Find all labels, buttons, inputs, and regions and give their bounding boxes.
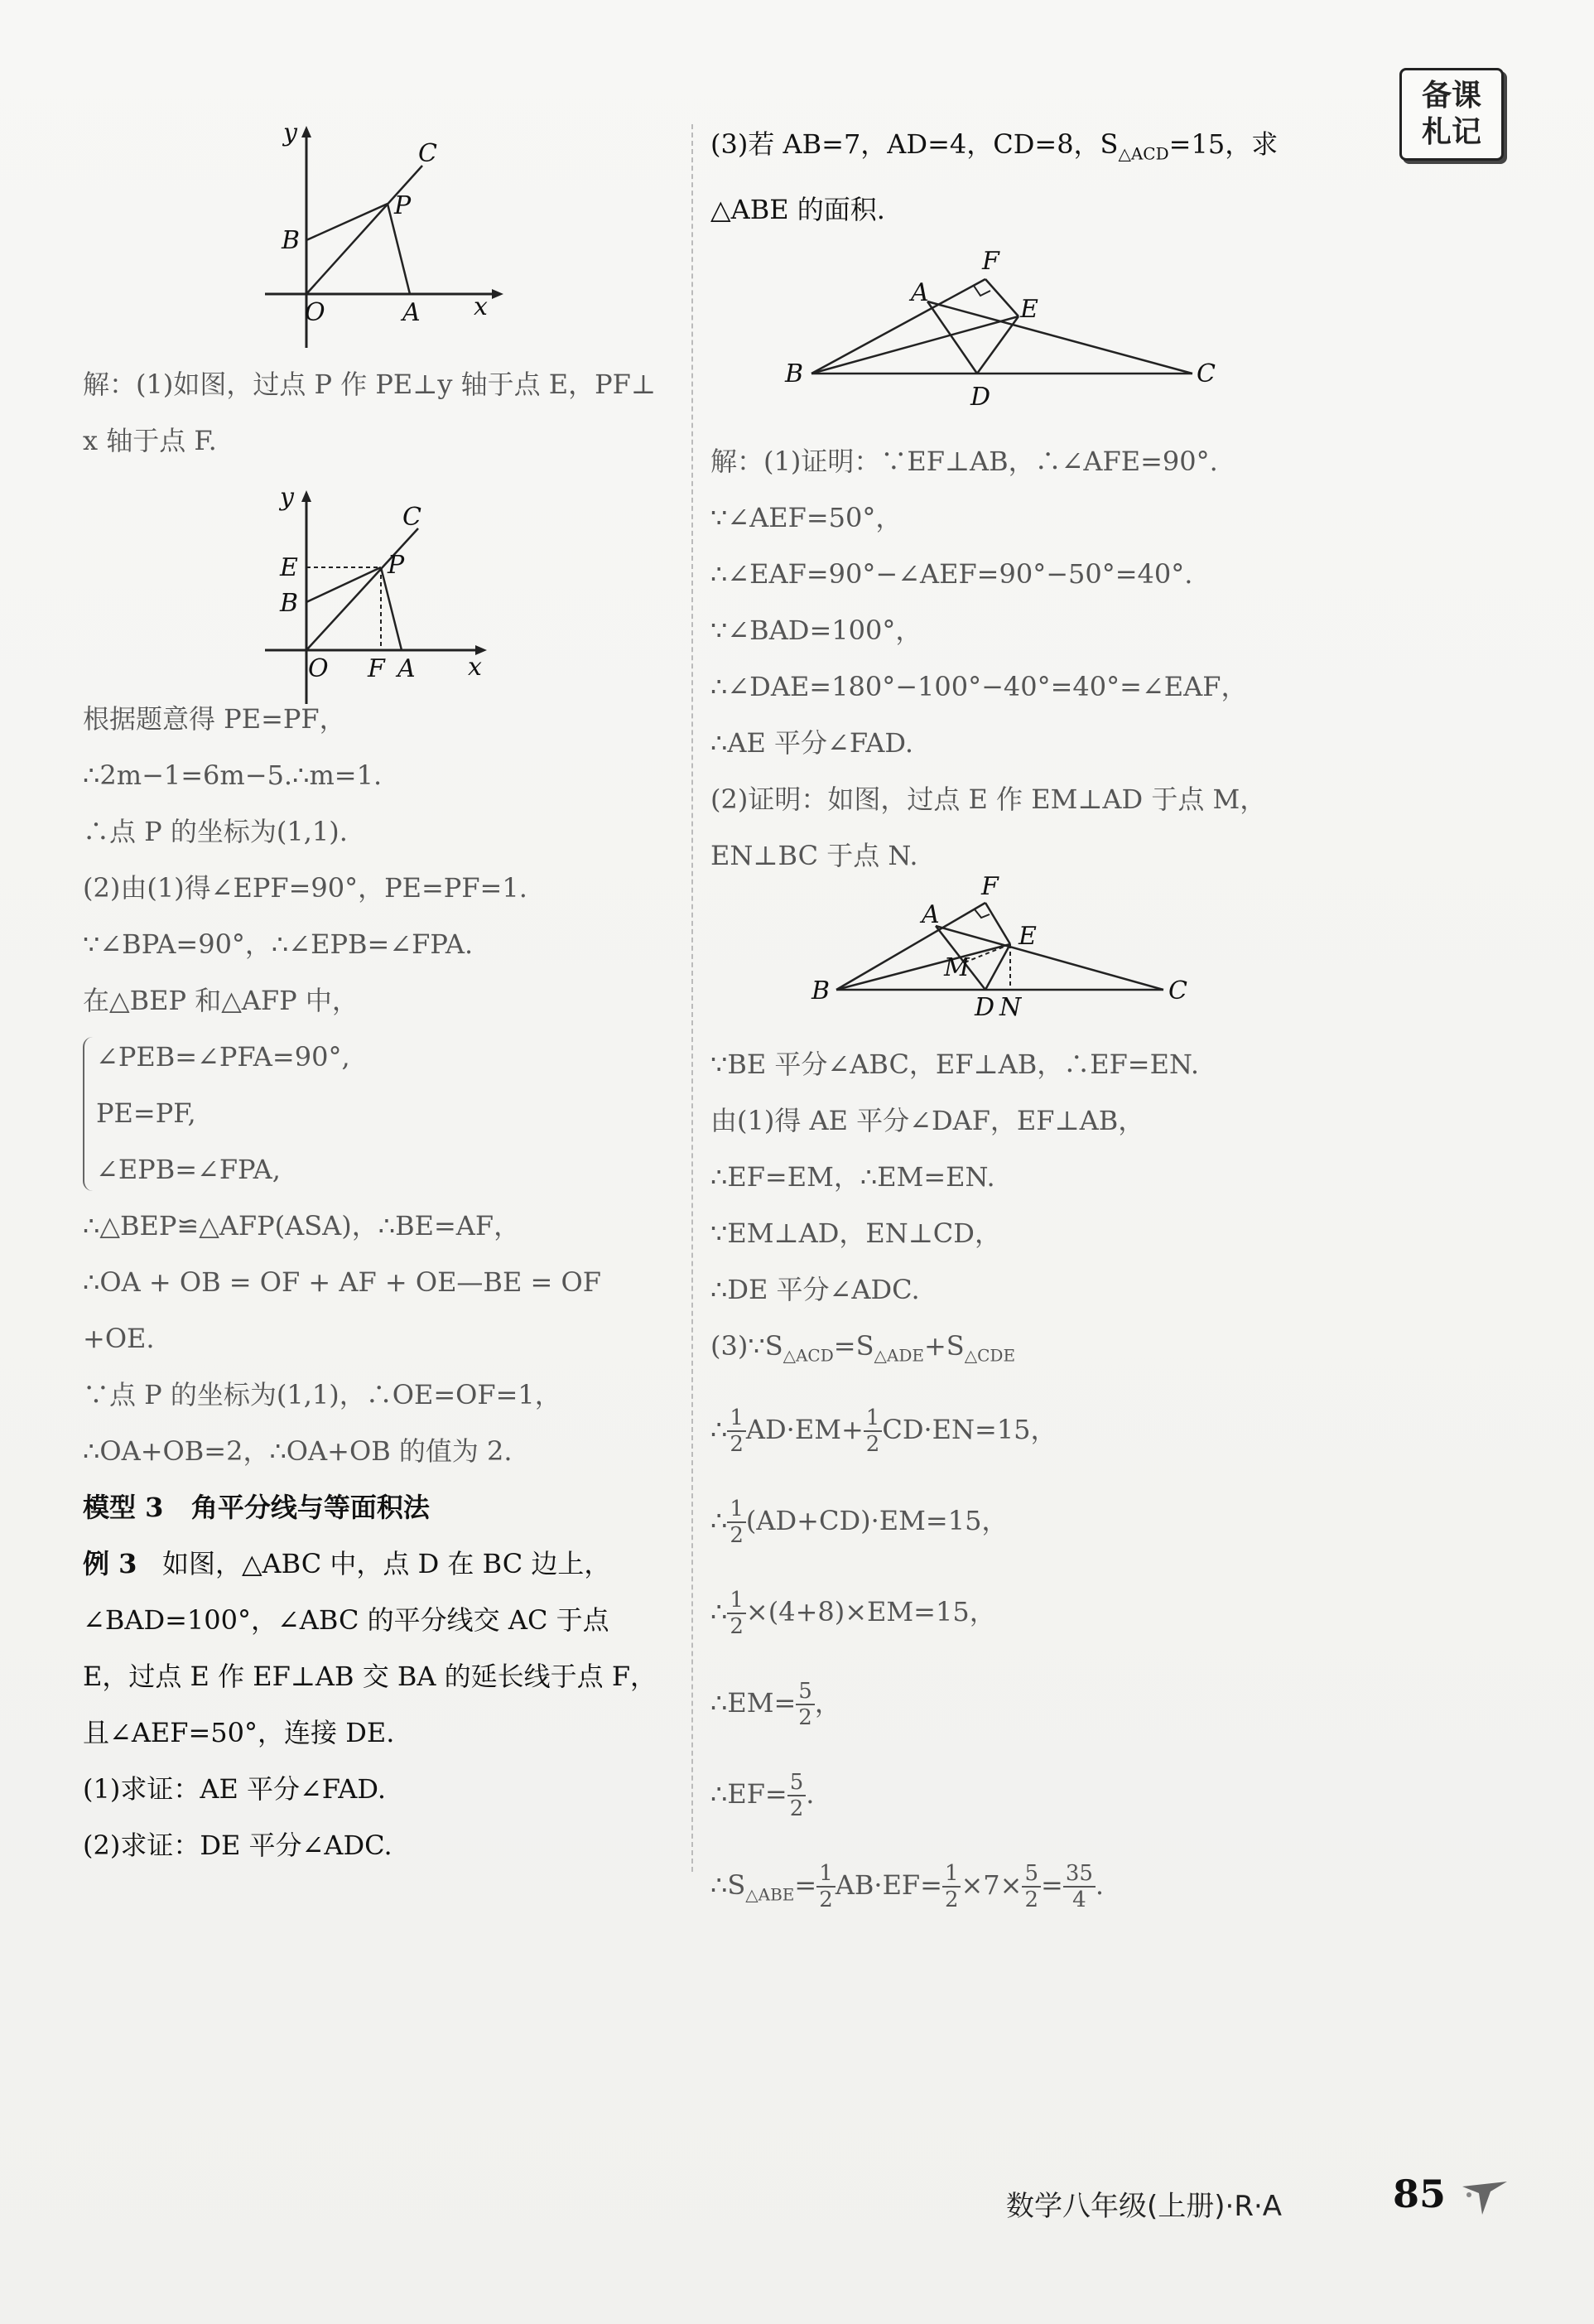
fraction (787, 1772, 807, 1820)
solution-line: 在△BEP 和△AFP 中， (83, 985, 359, 1016)
label-y: y (283, 118, 297, 147)
label-E: E (280, 553, 298, 582)
example-question: (1)求证：AE 平分∠FAD. (83, 1773, 387, 1805)
numerator: 5 (1022, 1863, 1041, 1888)
math-text: ， (814, 1686, 841, 1719)
subscript: △ABE (745, 1884, 795, 1905)
example-label: 例 3 (83, 1548, 137, 1579)
numerator: 1 (727, 1589, 746, 1614)
lesson-notes-badge (1399, 68, 1504, 161)
solution-line: ∴OA + OB = OF + AF + OE—BE = OF (83, 1266, 601, 1298)
example-line (83, 1536, 679, 1592)
math-text: (AD+CD)·EM=15， (745, 1504, 1009, 1536)
math-text: ×7× (961, 1868, 1023, 1901)
label-x: x (474, 292, 488, 321)
math-text: (3)∵S (710, 1330, 783, 1362)
denominator: 2 (730, 1614, 744, 1640)
denominator: 2 (1024, 1888, 1039, 1913)
solution-line: (2)证明：如图，过点 E 作 EM⊥AD 于点 M， (710, 784, 1267, 816)
label-C: C (1168, 976, 1187, 1005)
formula-line (710, 1566, 1307, 1657)
question-text: (3)若 AB=7，AD=4，CD=8，S (710, 128, 1119, 160)
label-B: B (280, 589, 299, 618)
solution-line: ∴∠DAE=180°−100°−40°=40°=∠EAF， (710, 671, 1248, 703)
solution-line: ∴∠EAF=90°−∠AEF=90°−50°=40°. (710, 558, 1193, 591)
label-M: M (944, 953, 970, 982)
solution-line: ∴2m−1=6m−5.∴m=1. (83, 759, 383, 791)
label-D: D (975, 993, 995, 1019)
brace-symbol (83, 1037, 93, 1191)
denominator: 2 (944, 1888, 959, 1913)
fraction (864, 1405, 883, 1458)
column-divider (691, 124, 693, 1872)
formula-line (710, 1657, 1307, 1748)
example-text: 如图，△ABC 中，点 D 在 BC 边上， (161, 1548, 611, 1579)
math-text: . (806, 1777, 815, 1810)
label-y: y (280, 483, 294, 512)
math-text: AB·EF= (835, 1868, 942, 1901)
figure-spacer (83, 469, 679, 691)
label-A: A (911, 278, 929, 307)
solution-line: ∴DE 平分∠ADC. (710, 1274, 920, 1306)
denominator: 2 (789, 1796, 804, 1822)
math-text: CD·EN=15， (882, 1413, 1057, 1445)
model-heading (83, 1479, 679, 1536)
math-text: . (1095, 1868, 1105, 1901)
solution-line: ∴AE 平分∠FAD. (710, 727, 914, 759)
solution-line: 由(1)得 AE 平分∠DAF，EF⊥AB， (710, 1105, 1145, 1137)
formula-line (710, 1384, 1307, 1475)
subscript: △ACD (783, 1345, 834, 1366)
condition-line: PE=PF, (96, 1097, 196, 1129)
fraction (1063, 1863, 1096, 1911)
example-line: 且∠AEF=50°，连接 DE. (83, 1717, 395, 1748)
solution-line: x 轴于点 F. (83, 425, 217, 456)
label-B: B (785, 359, 804, 388)
corner-decoration-icon (1457, 2177, 1515, 2218)
system-of-conditions (83, 1029, 679, 1198)
label-B: B (811, 976, 831, 1005)
solution-line: ∵∠AEF=50°， (710, 502, 903, 534)
math-text: = (1041, 1868, 1063, 1901)
condition-line: ∠PEB=∠PFA=90°, (96, 1041, 350, 1073)
numerator: 5 (796, 1680, 815, 1705)
book-title-footer: 数学八年级(上册)·R·A (1006, 2190, 1283, 2223)
solution-line: 根据题意得 PE=PF， (83, 703, 346, 735)
label-F: F (368, 654, 385, 683)
solution-line: ∴△BEP≌△AFP(ASA)，∴BE=AF， (83, 1210, 521, 1242)
solution-line: EN⊥BC 于点 N. (710, 840, 918, 872)
formula-line (710, 1475, 1307, 1566)
label-N: N (999, 993, 1022, 1019)
label-D: D (970, 383, 991, 410)
label-B: B (282, 226, 301, 255)
label-F: F (982, 247, 999, 276)
denominator: 4 (1072, 1888, 1086, 1913)
numerator: 1 (942, 1863, 961, 1888)
label-P: P (388, 551, 405, 580)
numerator: 5 (787, 1772, 807, 1796)
coordinate-figure-1 (248, 116, 513, 356)
math-text: ∴S (710, 1868, 746, 1901)
fraction (1022, 1863, 1041, 1911)
subscript: △ADE (874, 1345, 924, 1366)
math-text: =S (833, 1330, 874, 1362)
math-text: +S (923, 1330, 965, 1362)
fraction (727, 1588, 746, 1640)
math-text: ∴EF= (710, 1777, 787, 1810)
label-F: F (981, 872, 999, 901)
subscript: △CDE (964, 1345, 1016, 1366)
solution-line: ∴OA+OB=2，∴OA+OB 的值为 2. (83, 1435, 513, 1467)
numerator: 1 (727, 1498, 746, 1523)
fraction (816, 1863, 836, 1911)
right-column (710, 116, 1307, 1940)
solution-line: +OE. (83, 1323, 155, 1354)
solution-line: ∵BE 平分∠ABC，EF⊥AB，∴EF=EN. (710, 1049, 1200, 1081)
numerator: 35 (1063, 1863, 1096, 1888)
solution-line: ∵EM⊥AD，EN⊥CD， (710, 1217, 1001, 1250)
badge-line-1: 备课 (1421, 79, 1481, 113)
solution-line: ∵∠BAD=100°， (710, 615, 922, 647)
model-label: 模型 3 (83, 1492, 164, 1523)
example-line: ∠BAD=100°，∠ABC 的平分线交 AC 于点 (83, 1604, 609, 1636)
label-A: A (397, 654, 416, 683)
math-text: ∴ (710, 1413, 728, 1445)
label-A: A (922, 900, 940, 929)
label-x: x (468, 653, 482, 682)
formula-line (710, 1839, 1307, 1940)
math-text: = (794, 1868, 817, 1901)
label-C: C (418, 139, 437, 168)
fraction (727, 1405, 746, 1458)
solution-line: ∵点 P 的坐标为(1,1)，∴OE=OF=1， (83, 1379, 561, 1410)
model-title: 角平分线与等面积法 (190, 1492, 430, 1523)
denominator: 2 (730, 1523, 744, 1549)
figure-spacer (710, 884, 1307, 1036)
badge-line-2: 札记 (1421, 115, 1481, 149)
condition-line: ∠EPB=∠FPA, (96, 1154, 281, 1185)
solution-line: ∴EF=EM，∴EM=EN. (710, 1161, 995, 1193)
label-O: O (305, 298, 325, 327)
solution-line: ∵∠BPA=90°，∴∠EPB=∠FPA. (83, 928, 474, 960)
subscript: △ACD (1118, 143, 1169, 164)
label-O: O (308, 654, 329, 683)
example-question: (2)求证：DE 平分∠ADC. (83, 1830, 392, 1861)
solution-line: ∴点 P 的坐标为(1,1). (83, 816, 348, 847)
numerator: 1 (816, 1863, 836, 1888)
left-column (83, 356, 679, 1873)
solution-line: 解：(1)如图，过点 P 作 PE⊥y 轴于点 E，PF⊥ (83, 369, 656, 400)
example-line: E，过点 E 作 EF⊥AB 交 BA 的延长线于点 F， (83, 1661, 657, 1692)
denominator: 2 (865, 1432, 880, 1458)
question-line (710, 116, 1307, 181)
question-text: =15，求 (1168, 128, 1279, 160)
label-A: A (402, 298, 421, 327)
math-text: AD·EM+ (745, 1413, 864, 1445)
page-number: 85 (1393, 2172, 1447, 2216)
label-C: C (1197, 359, 1216, 388)
math-text: ∴ (710, 1504, 728, 1536)
question-line: △ABE 的面积. (710, 194, 885, 226)
figure-spacer (710, 238, 1307, 433)
fraction (796, 1680, 815, 1729)
solution-line: (2)由(1)得∠EPF=90°，PE=PF=1. (83, 872, 527, 904)
denominator: 2 (730, 1432, 744, 1458)
math-text: ×(4+8)×EM=15， (745, 1595, 996, 1627)
math-text: ∴ (710, 1595, 728, 1627)
solution-line: 解：(1)证明：∵EF⊥AB，∴∠AFE=90°. (710, 446, 1218, 478)
solution-line (710, 1318, 1307, 1383)
denominator: 2 (798, 1705, 812, 1731)
label-E: E (1019, 922, 1037, 951)
fraction (942, 1863, 961, 1911)
fraction (727, 1497, 746, 1549)
denominator: 2 (819, 1888, 833, 1913)
label-P: P (394, 191, 412, 220)
numerator: 1 (864, 1407, 883, 1432)
formula-line (710, 1748, 1307, 1839)
numerator: 1 (727, 1407, 746, 1432)
math-text: ∴EM= (710, 1686, 797, 1719)
label-E: E (1020, 295, 1038, 324)
label-C: C (402, 503, 421, 532)
